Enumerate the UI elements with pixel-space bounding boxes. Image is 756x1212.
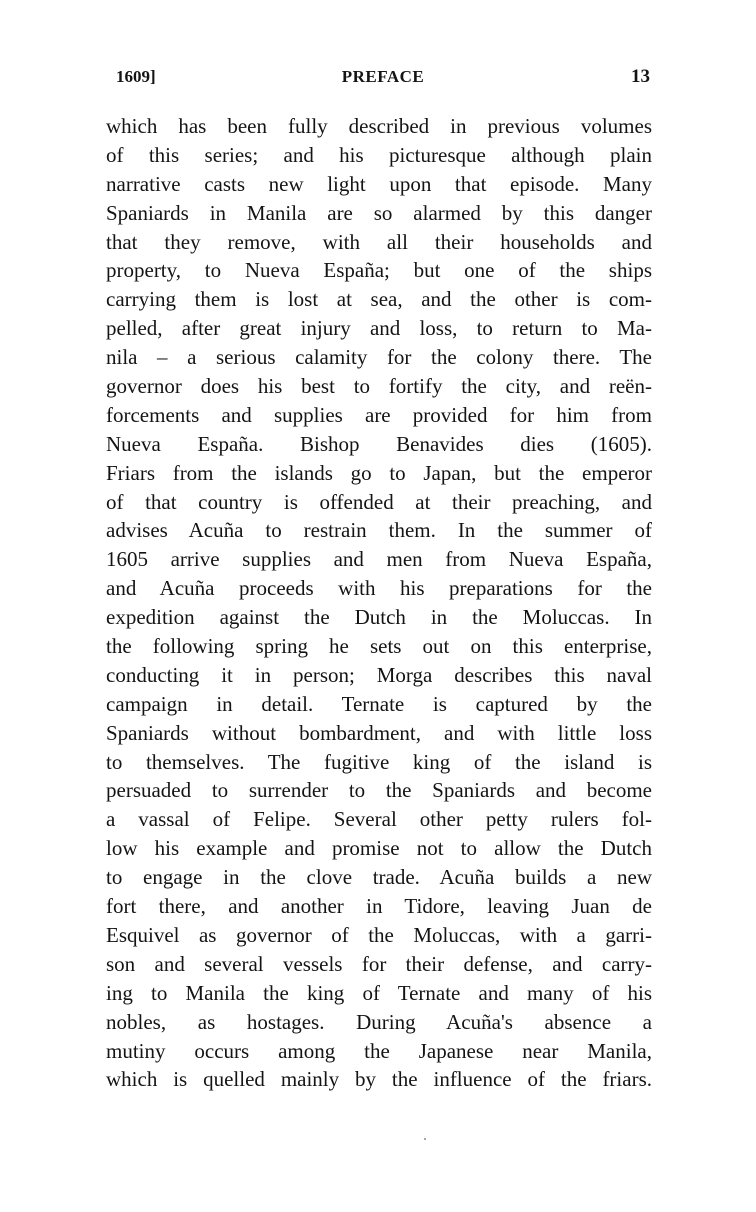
text-line: Spaniards without bombardment, and with little loss: [106, 720, 652, 745]
text-line: a vassal of Felipe. Several other petty rulers fol-: [106, 807, 652, 832]
text-line: persuaded to surrender to the Spaniards and become: [106, 778, 652, 803]
text-line: campaign in detail. Ternate is captured by the: [106, 691, 652, 716]
text-line: of that country is offended at their preaching, and: [106, 489, 652, 514]
text-line-last: which is quelled mainly by the influence of the friars.: [106, 1067, 652, 1092]
body-paragraph: [106, 112, 652, 1094]
text-line: low his example and promise not to allow the Dutch: [106, 836, 652, 861]
text-line: and Acuña proceeds with his preparations for the: [106, 576, 652, 601]
text-line: of this series; and his picturesque although plain: [106, 142, 652, 167]
header-page-number: 13: [631, 66, 650, 87]
text-line: which has been fully described in previous volumes: [106, 114, 652, 138]
header-year: 1609]: [116, 67, 156, 86]
text-line: advises Acuña to restrain them. In the summer of: [106, 518, 652, 543]
text-line: forcements and supplies are provided for him from: [106, 402, 652, 427]
text-line: governor does his best to fortify the city, and reën-: [106, 374, 652, 399]
scan-speck: [424, 1138, 426, 1140]
text-line: carrying them is lost at sea, and the other is com-: [106, 287, 652, 312]
running-head: [116, 66, 650, 88]
text-line: son and several vessels for their defense, and carry-: [106, 951, 652, 976]
text-line: conducting it in person; Morga describes this naval: [106, 662, 652, 687]
text-line: Friars from the islands go to Japan, but the emperor: [106, 460, 652, 485]
text-line: that they remove, with all their households and: [106, 229, 652, 254]
text-line: Nueva España. Bishop Benavides dies (1605).: [106, 431, 652, 456]
text-line: to engage in the clove trade. Acuña builds a new: [106, 865, 652, 890]
text-line: nila – a serious calamity for the colony there. The: [106, 345, 652, 370]
header-title: PREFACE: [341, 67, 425, 86]
text-line: expedition against the Dutch in the Moluccas. In: [106, 605, 652, 630]
text-line: 1605 arrive supplies and men from Nueva España,: [106, 547, 652, 572]
text-line: Spaniards in Manila are so alarmed by this danger: [106, 200, 652, 225]
text-line: Esquivel as governor of the Moluccas, with a garri-: [106, 922, 652, 947]
text-line: fort there, and another in Tidore, leaving Juan de: [106, 894, 652, 919]
text-line: to themselves. The fugitive king of the island is: [106, 749, 652, 774]
text-line: narrative casts new light upon that episode. Many: [106, 171, 652, 196]
text-line: nobles, as hostages. During Acuña's absence a: [106, 1009, 652, 1034]
text-line: mutiny occurs among the Japanese near Manila,: [106, 1038, 652, 1063]
text-line: property, to Nueva España; but one of the ships: [106, 258, 652, 283]
text-line: the following spring he sets out on this enterprise,: [106, 634, 652, 659]
text-line: ing to Manila the king of Ternate and many of his: [106, 980, 652, 1005]
text-line: pelled, after great injury and loss, to return to Ma-: [106, 316, 652, 341]
